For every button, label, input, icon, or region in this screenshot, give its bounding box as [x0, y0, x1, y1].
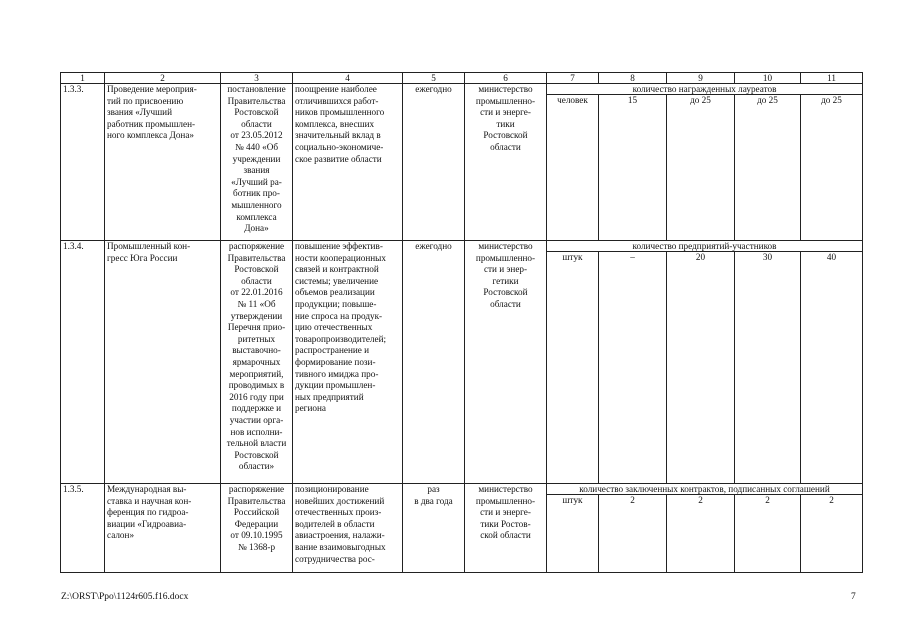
indicator-name: количество награжденных лауреатов — [547, 84, 863, 95]
value-cell: 2 — [599, 495, 667, 573]
event-purpose: поощрение наиболее отличившихся работ- ников промышленного комплекса, внесших значительный вклад в социально-экономиче- ское развитие области — [293, 84, 403, 241]
table-row — [61, 241, 863, 252]
column-number-row — [61, 73, 863, 84]
row-number: 1.3.5. — [61, 484, 105, 573]
value-cell: до 25 — [801, 95, 863, 241]
table-row — [61, 484, 863, 495]
header-cell: 9 — [667, 73, 735, 84]
executor: министерство промышленно- сти и энерге- тики Ростовской области — [465, 84, 547, 241]
header-cell: 7 — [547, 73, 599, 84]
value-cell: 2 — [667, 495, 735, 573]
value-cell: 2 — [801, 495, 863, 573]
row-number: 1.3.4. — [61, 241, 105, 484]
value-cell: 20 — [667, 252, 735, 484]
value-cell: 30 — [735, 252, 801, 484]
indicator-name: количество предприятий-участников — [547, 241, 863, 252]
header-cell: 8 — [599, 73, 667, 84]
indicator-name: количество заключенных контрактов, подписанных соглашений — [547, 484, 863, 495]
header-cell: 10 — [735, 73, 801, 84]
event-purpose: повышение эффектив- ности кооперационных связей и контрактной системы; увеличение объемов реализации продукции; повыше- ние спроса на продук- цию отечественных товаропроизводителей; распространение и формирование пози- тивного имиджа про- дукции промышлен- ных предприятий региона — [293, 241, 403, 484]
header-cell: 3 — [221, 73, 293, 84]
file-path: Z:\ORST\Ppo\1124r605.f16.docx — [61, 592, 189, 602]
event-period: раз в два года — [403, 484, 465, 573]
legal-basis: распоряжение Правительства Российской Федерации от 09.10.1995 № 1368-р — [221, 484, 293, 573]
executor: министерство промышленно- сти и энер- гетики Ростовской области — [465, 241, 547, 484]
header-cell: 4 — [293, 73, 403, 84]
header-cell: 2 — [105, 73, 221, 84]
value-cell: – — [599, 252, 667, 484]
event-name: Международная вы- ставка и научная кон- ференция по гидроа- виации «Гидроавиа- салон» — [105, 484, 221, 573]
header-cell: 1 — [61, 73, 105, 84]
event-name: Промышленный кон- гресс Юга России — [105, 241, 221, 484]
value-cell: 2 — [735, 495, 801, 573]
header-cell: 6 — [465, 73, 547, 84]
legal-basis: распоряжение Правительства Ростовской области от 22.01.2016 № 11 «Об утверждении Перечня прио- ритетных выставочно- ярмарочных мероприятий, проводимых в 2016 году при поддержке и участии орга- нов исполни- тельной власти Ростовской области» — [221, 241, 293, 484]
program-table — [60, 72, 863, 573]
unit: штук — [547, 252, 599, 484]
value-cell: до 25 — [735, 95, 801, 241]
event-purpose: позиционирование новейших достижений отечественных произ- водителей в области авиастроения, налажи- вание взаимовыгодных сотрудничества рос- — [293, 484, 403, 573]
event-period: ежегодно — [403, 84, 465, 241]
unit: штук — [547, 495, 599, 573]
event-name: Проведение мероприя- тий по присвоению звания «Лучший работник промышлен- ного комплекса Дона» — [105, 84, 221, 241]
unit: человек — [547, 95, 599, 241]
table-row — [61, 84, 863, 95]
legal-basis: постановление Правительства Ростовской области от 23.05.2012 № 440 «Об учреждении звания «Лучший ра- ботник про- мышленного комплекса Дона» — [221, 84, 293, 241]
header-cell: 5 — [403, 73, 465, 84]
value-cell: 15 — [599, 95, 667, 241]
row-number: 1.3.3. — [61, 84, 105, 241]
page-number: 7 — [851, 592, 856, 602]
executor: министерство промышленно- сти и энерге- тики Ростов- ской области — [465, 484, 547, 573]
header-cell: 11 — [801, 73, 863, 84]
value-cell: до 25 — [667, 95, 735, 241]
event-period: ежегодно — [403, 241, 465, 484]
value-cell: 40 — [801, 252, 863, 484]
